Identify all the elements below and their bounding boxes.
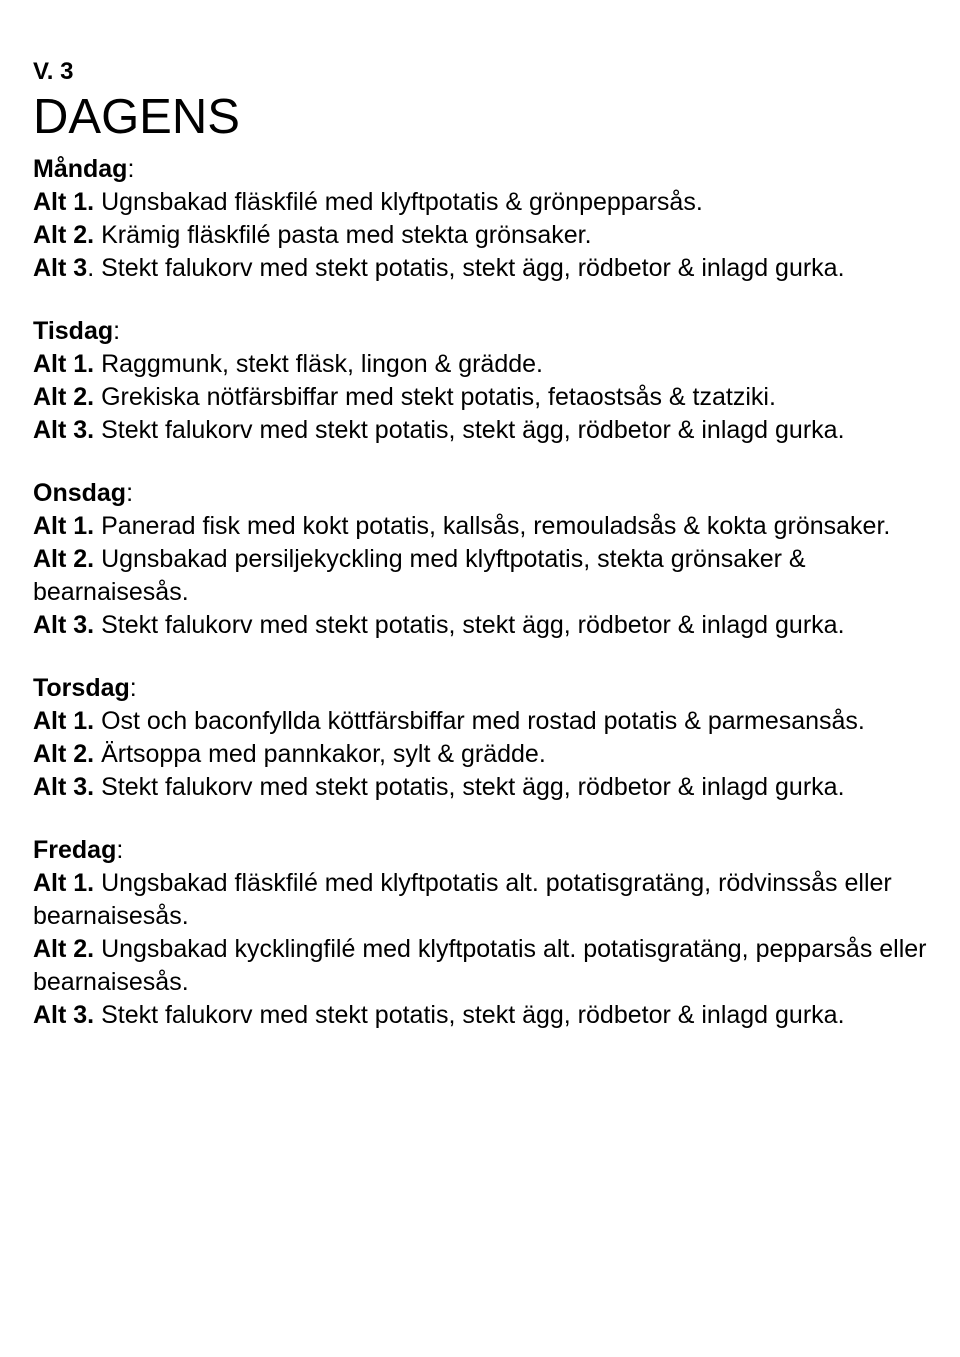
menu-item xyxy=(33,414,933,447)
menu-item-text: Stekt falukorv med stekt potatis, stekt ägg, rödbetor & inlagd gurka. xyxy=(94,416,845,444)
day-name: Onsdag xyxy=(33,479,127,507)
day-section-tisdag xyxy=(33,315,933,447)
menu-item-text: Krämig fläskfilé pasta med stekta grönsaker. xyxy=(94,221,592,249)
menu-item xyxy=(33,705,933,738)
menu-item xyxy=(33,381,933,414)
menu-item-label: Alt 3. xyxy=(33,611,95,639)
menu-item-label: Alt 2. xyxy=(33,545,95,573)
menu-item-text: Ungsbakad fläskfilé med klyftpotatis alt. potatisgratäng, rödvinssås eller bearnaisesås. xyxy=(33,869,892,930)
day-colon: : xyxy=(126,479,134,507)
menu-item xyxy=(33,609,933,642)
menu-item-label: Alt 2. xyxy=(33,221,95,249)
menu-item xyxy=(33,186,933,219)
menu-item-label: Alt 1. xyxy=(33,707,95,735)
menu-item-label: Alt 1. xyxy=(33,350,95,378)
day-heading xyxy=(33,315,933,348)
day-colon: : xyxy=(129,674,137,702)
menu-item-label: Alt 3. xyxy=(33,773,95,801)
menu-item xyxy=(33,738,933,771)
menu-item-label: Alt 1. xyxy=(33,869,95,897)
menu-item xyxy=(33,252,933,285)
menu-item-label: Alt 3 xyxy=(33,254,88,282)
menu-item xyxy=(33,219,933,252)
day-heading xyxy=(33,672,933,705)
menu-item-label: Alt 3. xyxy=(33,1001,95,1029)
menu-item-text: Stekt falukorv med stekt potatis, stekt ägg, rödbetor & inlagd gurka. xyxy=(94,611,845,639)
page-title: DAGENS xyxy=(33,90,240,144)
day-section-onsdag xyxy=(33,477,933,642)
menu-item xyxy=(33,348,933,381)
day-heading xyxy=(33,834,933,867)
menu-item xyxy=(33,933,933,999)
day-heading xyxy=(33,477,933,510)
menu-item xyxy=(33,543,933,609)
menu-item-text: Grekiska nötfärsbiffar med stekt potatis, fetaostsås & tzatziki. xyxy=(94,383,776,411)
menu-item-label: Alt 3. xyxy=(33,416,95,444)
menu-item-text: Ugnsbakad fläskfilé med klyftpotatis & grönpepparsås. xyxy=(94,188,703,216)
day-heading xyxy=(33,153,933,186)
menu-item-text: Ärtsoppa med pannkakor, sylt & grädde. xyxy=(94,740,546,768)
day-colon: : xyxy=(127,155,135,183)
menu-item-label: Alt 2. xyxy=(33,383,95,411)
day-name: Torsdag xyxy=(33,674,130,702)
menu-item-label: Alt 2. xyxy=(33,740,95,768)
menu-item-text: Ost och baconfyllda köttfärsbiffar med rostad potatis & parmesansås. xyxy=(94,707,865,735)
menu-item xyxy=(33,510,933,543)
menu-item-label: Alt 1. xyxy=(33,512,95,540)
menu-item xyxy=(33,999,933,1032)
menu-item-label: Alt 1. xyxy=(33,188,95,216)
day-section-fredag xyxy=(33,834,933,1032)
menu-item-text: Raggmunk, stekt fläsk, lingon & grädde. xyxy=(94,350,543,378)
day-name: Måndag xyxy=(33,155,128,183)
day-colon: : xyxy=(113,317,121,345)
menu-item-text: . Stekt falukorv med stekt potatis, stekt ägg, rödbetor & inlagd gurka. xyxy=(87,254,845,282)
day-section-torsdag xyxy=(33,672,933,804)
menu-item-text: Stekt falukorv med stekt potatis, stekt ägg, rödbetor & inlagd gurka. xyxy=(94,773,845,801)
day-section-mandag xyxy=(33,153,933,285)
menu-item xyxy=(33,867,933,933)
menu-item-text: Ungsbakad kycklingfilé med klyftpotatis alt. potatisgratäng, pepparsås eller bearnaisesås. xyxy=(33,935,927,996)
menu-item-text: Panerad fisk med kokt potatis, kallsås, remouladsås & kokta grönsaker. xyxy=(94,512,891,540)
menu-item-text: Ugnsbakad persiljekyckling med klyftpotatis, stekta grönsaker & bearnaisesås. xyxy=(33,545,806,606)
day-colon: : xyxy=(116,836,124,864)
day-name: Fredag xyxy=(33,836,117,864)
week-label: V. 3 xyxy=(33,58,74,85)
menu-item-label: Alt 2. xyxy=(33,935,95,963)
menu-item-text: Stekt falukorv med stekt potatis, stekt ägg, rödbetor & inlagd gurka. xyxy=(94,1001,845,1029)
menu-item xyxy=(33,771,933,804)
day-name: Tisdag xyxy=(33,317,114,345)
